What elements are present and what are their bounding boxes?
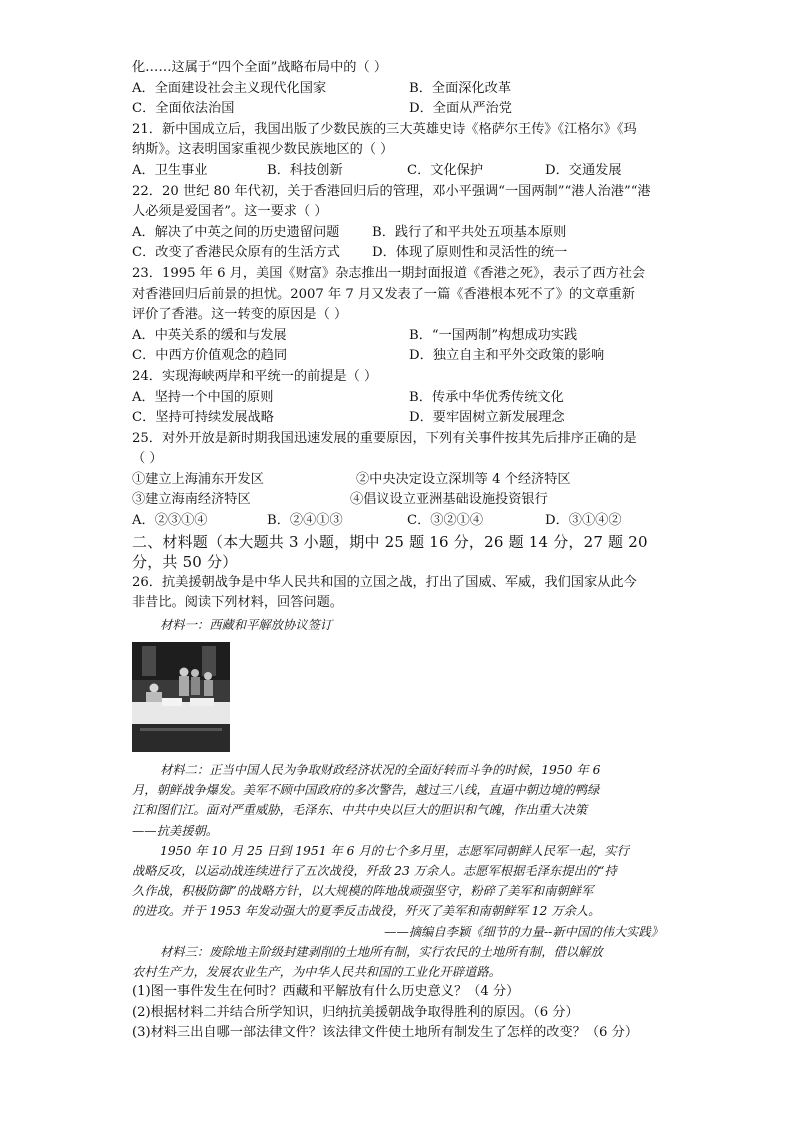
q22-option-a[interactable]: A．解决了中英之间的历史遗留问题 [132,224,340,240]
material2-line4: ——抗美援朝。 [132,823,219,838]
q20-options-row2 [132,99,667,120]
section2-title-line2: 分，共 50 分） [132,553,238,572]
q20-stem: 化……这属于“四个全面”战略布局中的（ ） [132,60,388,75]
q25-events-row1 [132,470,667,491]
q24-option-c[interactable]: C．坚持可持续发展战略 [132,410,274,426]
q23-options-row1 [132,326,667,347]
q23-stem-line2: 对香港回归后前景的担忧。2007 年 7 月又发表了一篇《香港根本死不了》的文章重新 [132,286,635,302]
q25-events-row2 [132,490,667,511]
q24-option-a[interactable]: A．坚持一个中国的原则 [132,389,274,405]
material2-line2: 月，朝鲜战争爆发。美军不顾中国政府的多次警告，越过三八线，直逼中朝边境的鸭绿 [132,783,600,798]
material2-line7: 久作战，积极防御”的战略方针，以大规模的阵地战顽强坚守，粉碎了美军和南朝鲜军 [132,884,594,899]
q23-option-d[interactable]: D．独立自主和平外交政策的影响 [409,348,605,364]
material3-line2: 农村生产力，发展农业生产，为中华人民共和国的工业化开辟道路。 [132,964,501,979]
exam-content [132,58,667,1044]
q23-stem-line3: 评价了香港。这一转变的原因是（ ） [132,307,348,323]
q24-option-d[interactable]: D．要牢固树立新发展理念 [409,410,565,426]
q25-event-4: ④倡议设立亚洲基础设施投资银行 [350,492,548,508]
q21-option-c[interactable]: C．文化保护 [407,162,484,178]
q25-option-b[interactable]: B．②④①③ [267,513,343,529]
material2-line1: 材料二：正当中国人民为争取财政经济状况的全面好转而斗争的时候，1950 年 6 [160,763,601,778]
q21-option-b[interactable]: B．科技创新 [267,162,343,178]
q20-option-c[interactable]: C．全面依法治国 [132,101,235,117]
q22-option-b[interactable]: B．践行了和平共处五项基本原则 [372,224,567,240]
q25-event-1: ①建立上海浦东开发区 [132,471,264,487]
q22-stem-line1: 22．20 世纪 80 年代初，关于香港回归后的管理，邓小平强调“一国两制”“港人治港”“港 [132,183,651,199]
q25-stem-line2: （ ） [132,451,163,467]
q21-stem-line2: 纳斯》。这表明国家重视少数民族地区的（ ） [132,142,394,158]
q22-options-row2 [132,243,667,264]
q22-option-d[interactable]: D．体现了原则性和灵活性的统一 [372,245,568,261]
q23-options-row2 [132,346,667,367]
q22-stem-line2: 人必须是爱国者”。这一要求（ ） [132,204,328,220]
q26-stem-line1: 26．抗美援朝战争是中华人民共和国的立国之战，打出了国威、军威，我们国家从此今 [132,574,637,590]
q21-stem-line1: 21．新中国成立后，我国出版了少数民族的三大英雄史诗《格萨尔王传》《江格尔》《玛 [132,121,637,137]
material2-line6: 战略反攻，以运动战连续进行了五次战役，歼敌 23 万余人。志愿军根据毛泽东提出的“持 [132,863,617,878]
q25-stem-line1: 25．对外开放是新时期我国迅速发展的重要原因，下列有关事件按其先后排序正确的是 [132,430,637,446]
material2 [132,760,667,982]
q20-option-d[interactable]: D．全面从严治党 [409,101,512,117]
material2-line3: 江和图们江。面对严重威胁，毛泽东、中共中央以巨大的胆识和气魄，作出重大决策 [132,803,587,818]
material1-caption: 材料一：西藏和平解放协议签订 [160,618,333,633]
q21-options [132,161,667,182]
q20-option-b[interactable]: B．全面深化改革 [409,80,512,96]
q24-options-row2 [132,408,667,429]
q24-options-row1 [132,388,667,409]
material3-line1: 材料三：废除地主阶级封建剥削的土地所有制，实行农民的土地所有制，借以解放 [160,944,603,959]
q23-option-c[interactable]: C．中西方价值观念的趋同 [132,348,288,364]
q21-option-d[interactable]: D．交通发展 [545,162,622,178]
q21-option-a[interactable]: A．卫生事业 [132,162,208,178]
q22-options-row1 [132,223,667,244]
q26-stem-line2: 非昔比。阅读下列材料，回答问题。 [132,595,343,611]
q20-option-a[interactable]: A．全面建设社会主义现代化国家 [132,80,327,96]
q23-stem-line1: 23．1995 年 6 月，美国《财富》杂志推出一期封面报道《香港之死》，表示了西方社会 [132,265,646,281]
q25-options [132,511,667,532]
q23-option-a[interactable]: A．中英关系的缓和与发展 [132,327,287,343]
material2-line8: 的进攻。并于 1953 年发动强大的夏季反击战役，歼灭了美军和南朝鲜军 12 万余人。 [132,904,601,919]
q25-option-d[interactable]: D．③①④② [545,513,622,529]
q24-option-b[interactable]: B．传承中华优秀传统文化 [409,389,564,405]
q24-stem: 24．实现海峡两岸和平统一的前提是（ ） [132,368,378,384]
q25-event-3: ③建立海南经济特区 [132,492,251,508]
photo-illustration [132,642,230,752]
material2-source: ——摘编自李颖《细节的力量--新中国的伟大实践》 [384,924,663,939]
q22-option-c[interactable]: C．改变了香港民众原有的生活方式 [132,245,340,261]
q26-subquestion-1: (1)图一事件发生在何时？西藏和平解放有什么历史意义？（4 分） [132,984,520,1000]
q23-option-b[interactable]: B．“一国两制”构想成功实践 [409,327,578,343]
q20-options-row1 [132,79,667,100]
q26-subquestion-3: (3)材料三出自哪一部法律文件？该法律文件使土地所有制发生了怎样的改变？（6 分） [132,1025,639,1041]
q25-option-a[interactable]: A．②③①④ [132,513,208,529]
tibet-agreement-photo [132,642,230,752]
q25-event-2: ②中央决定设立深圳等 4 个经济特区 [356,471,571,487]
material2-line5: 1950 年 10 月 25 日到 1951 年 6 月的七个多月里，志愿军同朝鲜人民军一起，实行 [160,843,629,858]
section2-title-line1: 二、材料题（本大题共 3 小题，期中 25 题 16 分，26 题 14 分，27 题 20 [132,532,648,551]
q25-option-c[interactable]: C．③②①④ [407,513,484,529]
q26-subquestion-2: (2)根据材料二并结合所学知识，归纳抗美援朝战争取得胜利的原因。（6 分） [132,1004,579,1020]
